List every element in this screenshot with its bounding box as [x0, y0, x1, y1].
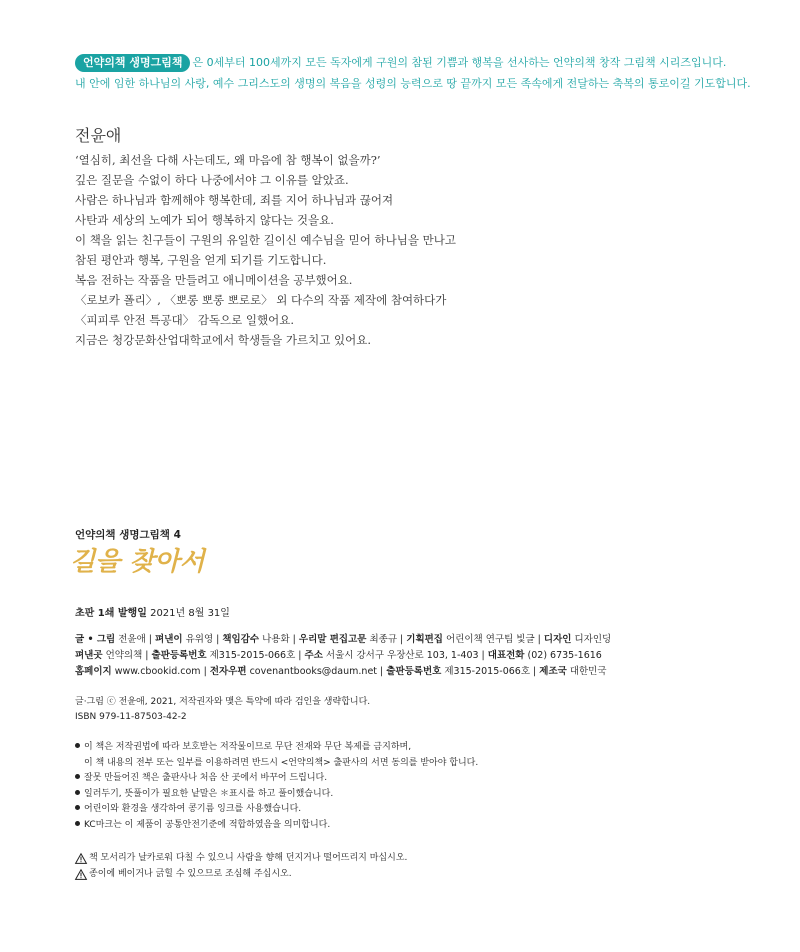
bio-line: 이 책을 읽는 친구들이 구원의 유일한 길이신 예수님을 믿어 하나님을 만나고	[75, 233, 456, 247]
list-item: 일러두기, 뜻풀이가 필요한 낱말은 ＊표시를 하고 풀이했습니다.	[75, 787, 478, 803]
bullet-icon	[75, 790, 80, 795]
credits-line-3: 홈페이지 www.cbookid.com | 전자우편 covenantbooks@daum.net | 출판등록번호 제315-2015-066호 | 제조국 대한민국	[75, 666, 607, 677]
warning-item: 책 모서리가 날카로워 다칠 수 있으니 사람을 향해 던지거나 떨어뜨리지 마십시오.	[75, 850, 407, 866]
warning-icon	[75, 869, 87, 880]
bio-line: 사탄과 세상의 노예가 되어 행복하지 않다는 것을요.	[75, 213, 334, 227]
bullet-icon	[75, 805, 80, 810]
bio-line: 깊은 질문을 수없이 하다 나중에서야 그 이유를 알았죠.	[75, 173, 349, 187]
series-title: 언약의책 생명그림책 4	[75, 529, 181, 541]
copyright	[75, 695, 370, 725]
book-title-text: 길을 찾아서	[70, 547, 205, 577]
bio-line: 복음 전하는 작품을 만들려고 애니메이션을 공부했어요.	[75, 273, 353, 287]
intro-line-2: 내 안에 임한 하나님의 사랑, 예수 그리스도의 생명의 복음을 성령의 능력으로 땅 끝까지 모든 족속에게 전달하는 축복의 통로이길 기도합니다.	[75, 77, 751, 90]
list-item: 이 책은 저작권법에 따라 보호받는 저작물이므로 무단 전재와 무단 복제를 금지하며,	[75, 740, 478, 756]
isbn: ISBN 979-11-87503-42-2	[75, 712, 187, 722]
list-item: 어린이와 환경을 생각하여 콩기름 잉크를 사용했습니다.	[75, 802, 478, 818]
series-badge: 언약의책 생명그림책	[75, 54, 190, 72]
copyright-line: 글·그림 ⓒ 전윤애, 2021, 저작권자와 맺은 특약에 따라 검인을 생략합니다.	[75, 697, 371, 707]
author-bio	[75, 150, 695, 350]
bullet-icon	[75, 774, 80, 779]
warnings	[75, 850, 407, 882]
author-name: 전윤애	[75, 126, 122, 145]
list-item: 잘못 만들어진 책은 출판사나 처음 산 곳에서 바꾸어 드립니다.	[75, 771, 478, 787]
notes-list	[75, 740, 478, 833]
bio-line: 〈로보카 폴리〉, 〈뽀롱 뽀롱 뽀로로〉 외 다수의 작품 제작에 참여하다가	[75, 293, 447, 307]
intro-line-1: 은 0세부터 100세까지 모든 독자에게 구원의 참된 기쁨과 행복을 선사하는 언약의책 창작 그림책 시리즈입니다.	[192, 56, 727, 69]
list-item: 이 책 내용의 전부 또는 일부를 이용하려면 반드시 <언약의책> 출판사의 서면 동의를 받아야 합니다.	[84, 757, 479, 768]
warning-icon	[75, 853, 87, 864]
bio-line: 지금은 청강문화산업대학교에서 학생들을 가르치고 있어요.	[75, 333, 371, 347]
series-intro	[75, 52, 775, 94]
list-item: KC마크는 이 제품이 공통안전기준에 적합하였음을 의미합니다.	[75, 818, 478, 834]
bio-line: 사람은 하나님과 함께해야 행복한데, 죄를 지어 하나님과 끊어져	[75, 193, 394, 207]
bio-line: ‘열심히, 최선을 다해 사는데도, 왜 마음에 참 행복이 없을까?’	[75, 153, 381, 167]
credits	[75, 632, 795, 680]
edition-info: 초판 1쇄 발행일 2021년 8월 31일	[75, 608, 230, 619]
credits-line-1: 글 • 그림 전윤애 | 펴낸이 유위영 | 책임감수 나용화 | 우리말 편집고문 최종규 | 기획편집 어린이책 연구팀 빛글 | 디자인 디자인딩	[75, 634, 612, 645]
credits-line-2: 펴낸곳 언약의책 | 출판등록번호 제315-2015-066호 | 주소 서울시 강서구 우장산로 103, 1-403 | 대표전화 (02) 6735-1616	[75, 650, 602, 661]
bullet-icon	[75, 821, 80, 826]
warning-item: 종이에 베이거나 긁힐 수 있으므로 조심해 주십시오.	[75, 866, 407, 882]
bullet-icon	[75, 743, 80, 748]
bio-line: 〈피피루 안전 특공대〉 감독으로 일했어요.	[75, 313, 295, 327]
bio-line: 참된 평안과 행복, 구원을 얻게 되기를 기도합니다.	[75, 253, 327, 267]
book-title-logo	[70, 543, 205, 581]
